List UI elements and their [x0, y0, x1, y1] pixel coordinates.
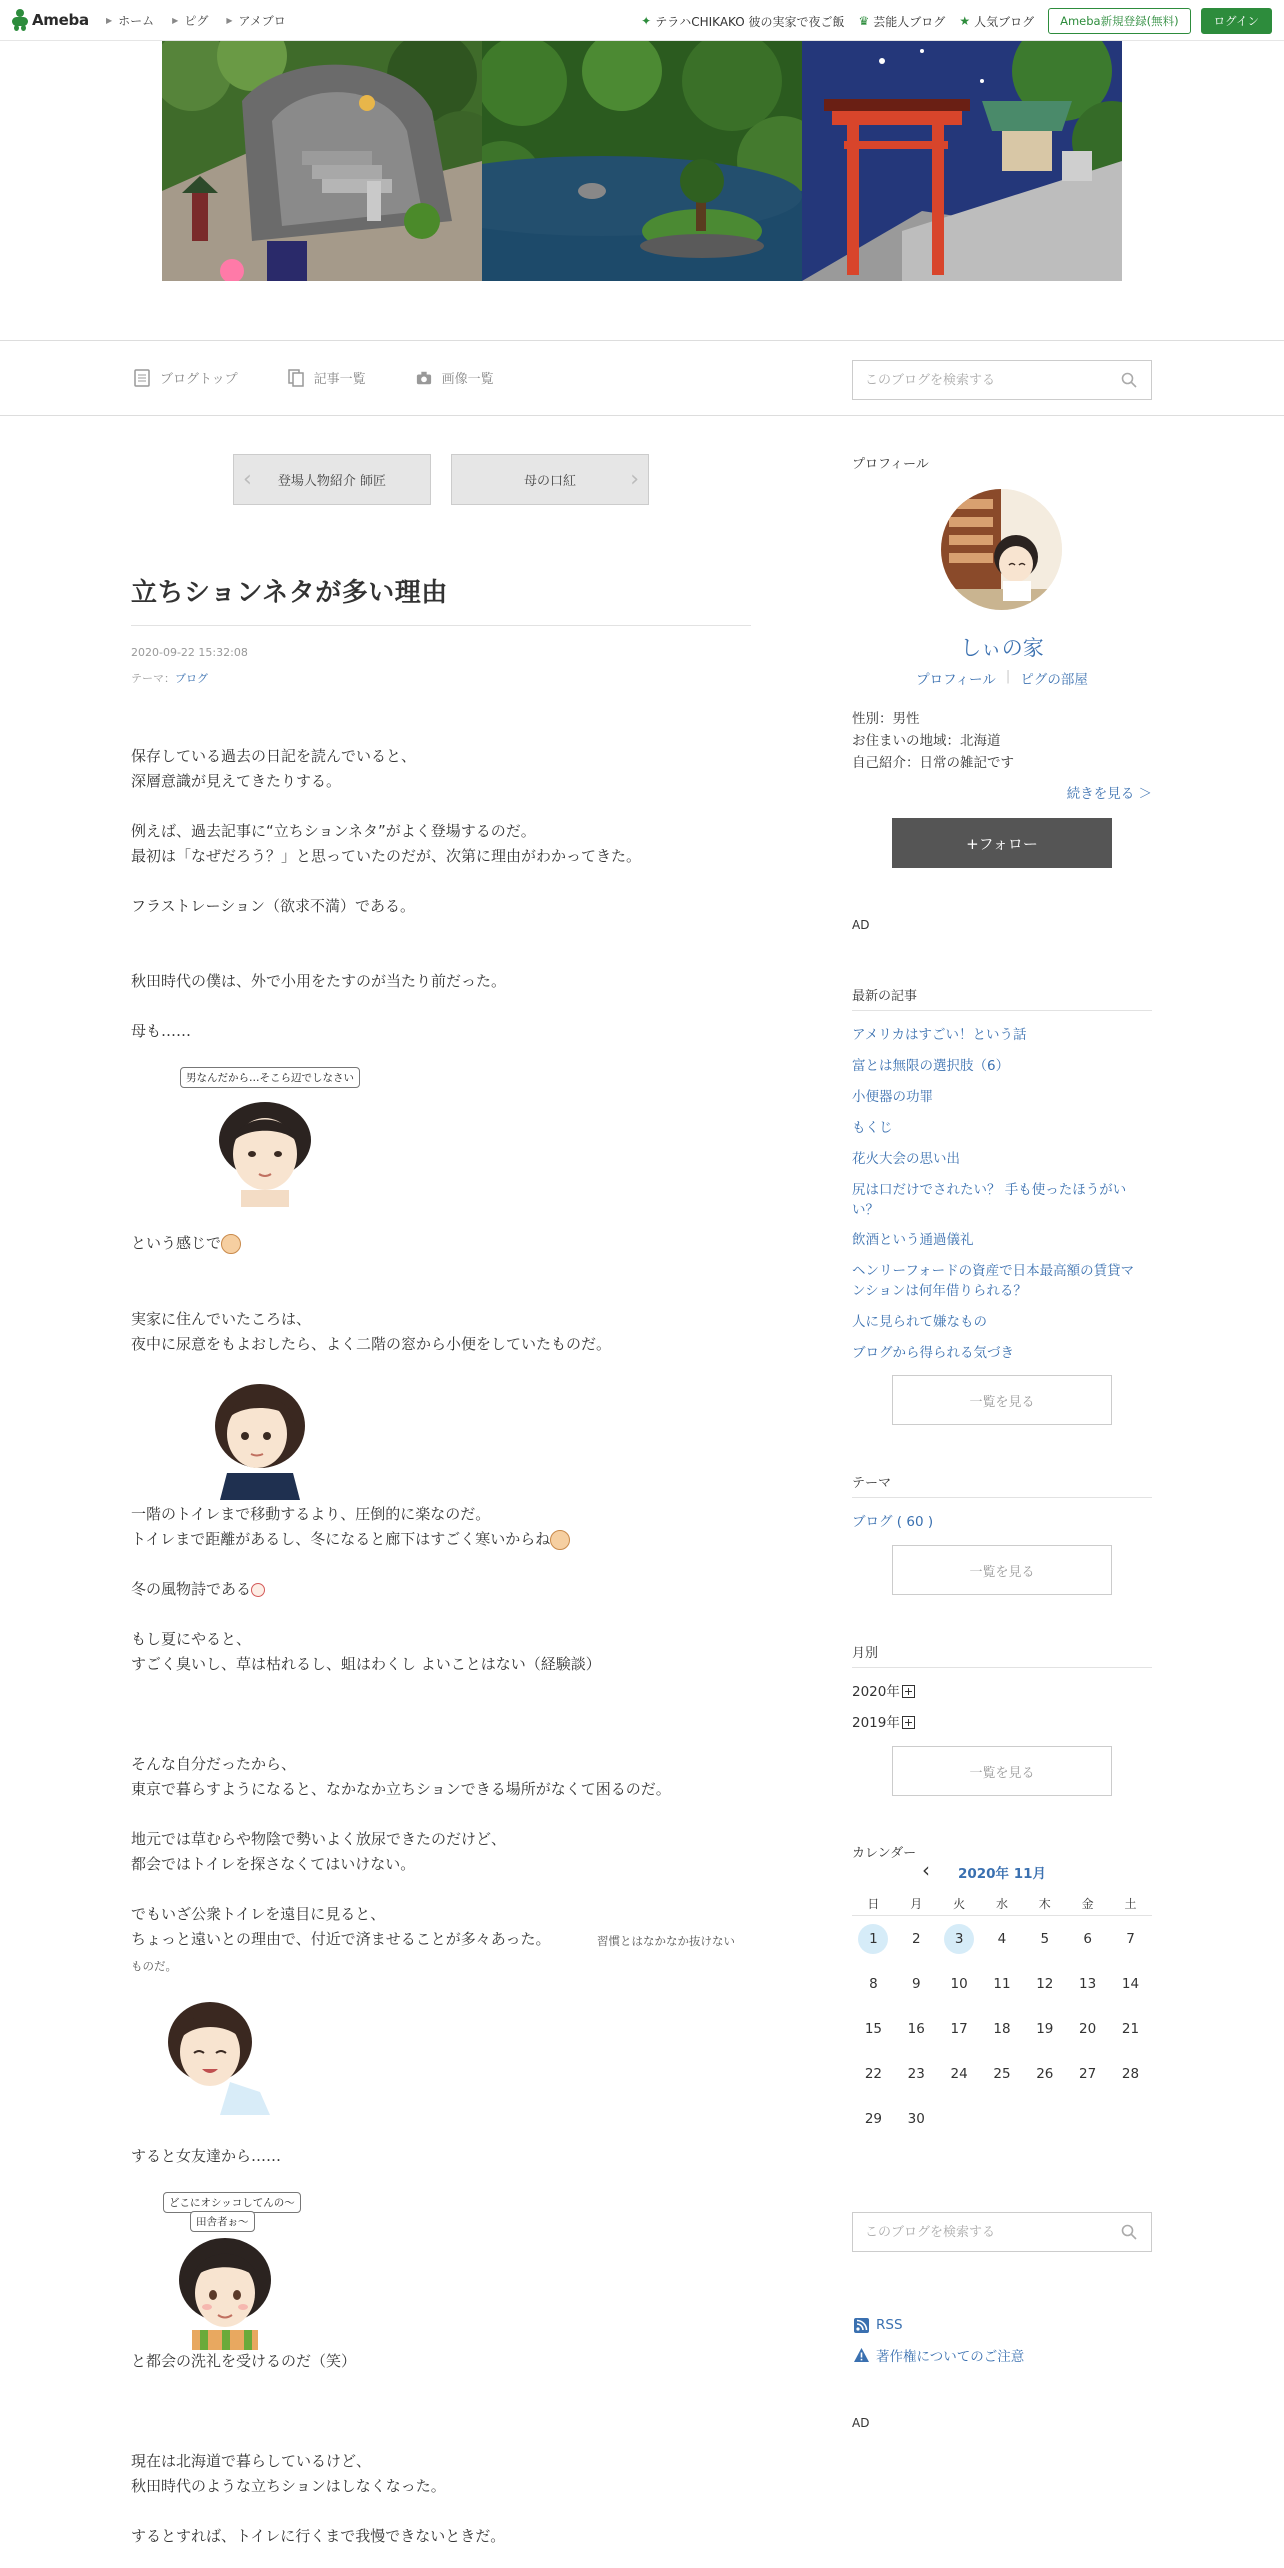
title-divider	[131, 625, 751, 626]
calendar-grid	[852, 1892, 1152, 2141]
next-entry-button[interactable]	[451, 454, 649, 505]
profile-name[interactable]: しぃの家	[960, 636, 1044, 660]
calendar-weekday: 日	[867, 1897, 880, 1911]
recent-entry-link[interactable]: アメリカはすごい！という話	[852, 1027, 1027, 1043]
blog-nav-bar	[0, 340, 1284, 416]
theme-list-button[interactable]: 一覧を見る	[892, 1545, 1112, 1595]
calendar-day	[1023, 2021, 1066, 2037]
article-text: ちょっと遠いとの理由で、付近で済ませることが多々あった。	[131, 1930, 551, 1948]
calendar-day-number: 5	[1040, 1930, 1050, 1947]
nav-ameblo[interactable]	[226, 12, 285, 29]
recent-divider	[852, 1010, 1152, 1011]
calendar-day-number: 28	[1121, 2065, 1140, 2082]
banner-pond-image	[482, 41, 802, 281]
article-text: フラストレーション（欲求不満）である。	[131, 897, 415, 915]
calendar-day	[981, 2066, 1024, 2082]
chevron-right-icon: ›	[630, 467, 639, 492]
profile-info: 自己紹介：日常の雑記です	[852, 755, 1014, 771]
follow-button[interactable]: +フォロー	[892, 818, 1112, 868]
calendar-day-number: 16	[907, 2020, 925, 2037]
year-label: 2019年	[852, 1715, 900, 1731]
recent-entry-link[interactable]: 人に見られて嫌なもの	[852, 1314, 987, 1330]
recent-entry-link[interactable]: 小便器の功罪	[852, 1089, 933, 1105]
calendar-day	[981, 1931, 1024, 1947]
global-nav	[106, 12, 286, 29]
calendar-day-number: 26	[1036, 2065, 1054, 2082]
speech-bubble: どこにオシッコしてんの〜	[163, 2192, 301, 2213]
trending-link-label: テラハCHIKAKO 彼の実家で夜ご飯	[655, 14, 845, 29]
popular-blog-link[interactable]	[959, 13, 1034, 30]
pages-icon	[288, 369, 304, 387]
calendar-day-number: 13	[1079, 1975, 1097, 1992]
calendar-day-number: 7	[1126, 1930, 1135, 1947]
banner-shrine-image	[802, 41, 1122, 281]
pigg-avatar-laughing-image	[160, 1997, 270, 2115]
ameba-logo-icon	[12, 9, 28, 31]
calendar-day	[1066, 1931, 1109, 1947]
calendar-day-number: 6	[1083, 1930, 1092, 1947]
calendar-week-row	[852, 2051, 1152, 2096]
calendar-day	[895, 2111, 938, 2127]
year-2020-item[interactable]	[852, 1680, 915, 1700]
year-label: 2020年	[852, 1684, 900, 1700]
calendar-day-number: 21	[1121, 2020, 1140, 2037]
article-title: 立ちションネタが多い理由	[131, 578, 448, 608]
prev-entry-button[interactable]	[233, 454, 431, 505]
calendar-day-number: 12	[1036, 1975, 1054, 1992]
calendar-day-number: 15	[864, 2020, 883, 2037]
article-text: 母も……	[131, 1022, 192, 1040]
calendar-day-number: 20	[1079, 2020, 1097, 2037]
article-text: 地元では草むらや物陰で勢いよく放尿できたのだけど、	[131, 1830, 507, 1848]
pigg-avatar-boy-image	[205, 1378, 315, 1500]
calendar-day-number: 1	[858, 1924, 888, 1954]
article-text: 秋田時代の僕は、外で小用をたすのが当たり前だった。	[131, 972, 507, 990]
calendar-weekday: 月	[910, 1897, 923, 1911]
calendar-day	[895, 2021, 938, 2037]
calendar-day-number: 14	[1121, 1975, 1140, 1992]
copyright-notice-link[interactable]	[854, 2345, 1024, 2365]
pigg-avatar-mother-image	[205, 1092, 325, 1207]
article-text: 一階のトイレまで移動するより、圧倒的に楽なのだ。	[131, 1505, 491, 1523]
recent-entry-link[interactable]: 富とは無限の選択肢（6）	[852, 1058, 1010, 1074]
sidebar-search-input[interactable]	[853, 2213, 1103, 2251]
link-separator: |	[1005, 668, 1011, 684]
calendar-day-number: 27	[1079, 2065, 1097, 2082]
calendar-weekday-row	[852, 1892, 1152, 1916]
calendar-day	[938, 2066, 981, 2082]
article-text: 東京で暮らすようになると、なかなか立ちションできる場所がなくて困るのだ。	[131, 1780, 671, 1798]
calendar-day	[1109, 2021, 1152, 2037]
nav-ameblo-label: アメブロ	[238, 14, 286, 28]
nav-pigg-label: ピグ	[184, 14, 209, 28]
calendar-day	[895, 1976, 938, 1992]
expand-icon[interactable]	[902, 1716, 915, 1729]
calendar-day	[1066, 1976, 1109, 1992]
pigg-avatar-girl-image	[170, 2235, 280, 2350]
calendar-day	[981, 2021, 1024, 2037]
calendar-weekday: 水	[995, 1897, 1008, 1911]
blog-top-link[interactable]	[134, 368, 238, 387]
calendar-day[interactable]	[938, 1924, 981, 1954]
recent-entry-link[interactable]: い？	[852, 1202, 879, 1218]
entry-list-label: 記事一覧	[313, 372, 366, 387]
profile-info: 性別：男性	[852, 711, 920, 727]
chevron-right-icon: ▶	[226, 16, 233, 25]
nav-home-label: ホーム	[118, 14, 155, 28]
ad-label: AD	[852, 2416, 870, 2430]
calendar-day	[852, 2021, 895, 2037]
calendar-day[interactable]	[852, 1924, 895, 1954]
profile-avatar[interactable]	[941, 489, 1062, 610]
article-text: すごく臭いし、草は枯れるし、蛆はわくし よいことはない（経験談）	[131, 1655, 601, 1673]
article-text: 深層意識が見えてきたりする。	[131, 772, 342, 790]
copyright-label: 著作権についてのご注意	[876, 2349, 1025, 2365]
chevron-left-icon: ‹	[243, 467, 252, 492]
article-date: 2020-09-22 15:32:08	[131, 646, 248, 659]
profile-heading: プロフィール	[852, 457, 929, 472]
article-note: ものだ。	[131, 1959, 177, 1973]
recent-entry-link[interactable]: ブログから得られる気づき	[852, 1345, 1014, 1361]
article-text	[131, 1232, 241, 1254]
speech-bubble: 男なんだから…そこら辺でしなさい	[180, 1067, 360, 1088]
article-text: すると女友達から……	[131, 2147, 282, 2165]
ad-label: AD	[852, 918, 870, 932]
blog-search-box	[852, 360, 1152, 400]
article-text: もし夏にやると、	[131, 1630, 252, 1648]
monthly-heading: 月別	[852, 1646, 879, 1661]
calendar-day-number: 18	[993, 2020, 1011, 2037]
calendar-day-number: 4	[997, 1930, 1007, 1947]
celebrity-blog-label: 芸能人ブログ	[873, 14, 946, 29]
theme-divider	[852, 1497, 1152, 1498]
article-text: 夜中に尿意をもよおしたら、よく二階の窓から小便をしていたものだ。	[131, 1335, 612, 1353]
calendar-day	[1023, 2066, 1066, 2082]
monthly-divider	[852, 1667, 1152, 1668]
calendar-day	[1023, 1931, 1066, 1947]
image-list-link[interactable]	[416, 368, 494, 387]
profile-link[interactable]: プロフィール	[916, 672, 996, 688]
calendar-day-number: 10	[950, 1975, 968, 1992]
calendar-day	[895, 2066, 938, 2082]
article-text: 現在は北海道で暮らしているけど、	[131, 2452, 372, 2470]
global-header-right	[641, 8, 1272, 34]
article-note: 習慣とはなかなか抜けない	[597, 1934, 735, 1948]
recent-entry-link[interactable]: 尻は口だけでされたい？ 手も使ったほうがい	[852, 1182, 1127, 1198]
theme-link[interactable]: ブログ	[175, 672, 208, 685]
entry-list-link[interactable]	[288, 368, 366, 387]
chevron-right-icon: ▶	[106, 16, 113, 25]
article-text: 保存している過去の日記を読んでいると、	[131, 747, 417, 765]
popular-blog-label: 人気ブログ	[974, 14, 1035, 29]
sidebar-search-box	[852, 2212, 1152, 2252]
image-list-label: 画像一覧	[441, 372, 494, 387]
calendar-day-number: 2	[911, 1930, 921, 1947]
article-text	[131, 1578, 265, 1599]
nav-home[interactable]	[106, 12, 154, 29]
article-text: 秋田時代のような立ちションはしなくなった。	[131, 2477, 446, 2495]
banner-rock-garden-image	[162, 41, 482, 281]
calendar-day-number: 24	[950, 2065, 968, 2082]
trending-link[interactable]	[641, 13, 844, 30]
calendar-day-number: 29	[864, 2110, 883, 2127]
calendar-day	[1109, 1976, 1152, 1992]
camera-icon	[416, 369, 432, 387]
calendar-heading: カレンダー	[852, 1846, 917, 1861]
calendar-weekday: 金	[1081, 1897, 1094, 1911]
expand-icon[interactable]	[902, 1685, 915, 1698]
article-text: 例えば、過去記事に“立ちションネタ”がよく登場するのだ。	[131, 822, 536, 840]
article-text: 都会ではトイレを探さなくてはいけない。	[131, 1855, 416, 1873]
rss-icon	[854, 2318, 869, 2333]
article-text-span: という感じで	[131, 1234, 222, 1252]
crown-icon: ♛	[858, 14, 870, 28]
calendar-day	[981, 1976, 1024, 1992]
calendar-weekday: 木	[1038, 1897, 1051, 1911]
article-text: でもいざ公衆トイレを遠目に見ると、	[131, 1905, 386, 1923]
recent-entry-link[interactable]: もくじ	[852, 1120, 893, 1136]
sparkle-icon: ✦	[641, 14, 652, 28]
global-header	[0, 0, 1284, 41]
profile-more-link[interactable]: 続きを見る ＞	[1066, 786, 1152, 802]
snowman-icon	[251, 1583, 265, 1597]
nav-pigg[interactable]	[172, 12, 208, 29]
recent-entry-link[interactable]: ヘンリーフォードの資産で日本最高額の賃貸マ	[852, 1263, 1135, 1279]
login-button[interactable]: ログイン	[1201, 8, 1272, 34]
calendar-week-row	[852, 2006, 1152, 2051]
calendar-day	[1109, 1931, 1152, 1947]
ameba-logo-text: Ameba	[32, 11, 89, 29]
calendar-day-number: 23	[907, 2065, 925, 2082]
blog-top-label: ブログトップ	[160, 372, 238, 387]
profile-links	[852, 668, 1152, 688]
search-icon[interactable]	[1121, 2224, 1137, 2240]
smiling-face-icon	[550, 1530, 570, 1550]
blog-nav-items	[134, 368, 494, 387]
document-icon	[134, 369, 150, 387]
monthly-list-button[interactable]: 一覧を見る	[892, 1746, 1112, 1796]
register-button[interactable]: Ameba新規登録(無料)	[1048, 8, 1190, 34]
prev-entry-label: 登場人物紹介 師匠	[277, 474, 387, 489]
year-2019-item[interactable]	[852, 1711, 915, 1731]
calendar-week-row	[852, 1961, 1152, 2006]
celebrity-blog-link[interactable]	[859, 13, 946, 30]
pigg-room-link[interactable]: ピグの部屋	[1020, 672, 1088, 688]
recent-entry-link[interactable]: ンションは何年借りられる？	[852, 1283, 1027, 1299]
theme-item-link[interactable]: ブログ ( 60 )	[852, 1514, 934, 1530]
calendar-weekday: 土	[1124, 1897, 1137, 1911]
theme-heading: テーマ	[852, 1476, 892, 1491]
calendar-weekday: 火	[953, 1897, 966, 1911]
article-text-span: トイレまで距離があるし、冬になると廊下はすごく寒いからね	[131, 1530, 551, 1548]
chevron-left-icon[interactable]: ‹	[922, 1858, 930, 1882]
star-icon: ★	[959, 14, 971, 28]
calendar-day-number: 30	[907, 2110, 925, 2127]
article-text: 最初は「なぜだろう？」と思っていたのだが、次第に理由がわかってきた。	[131, 847, 642, 865]
recent-list-button[interactable]: 一覧を見る	[892, 1375, 1112, 1425]
calendar-day-number: 17	[950, 2020, 968, 2037]
calendar-month: 2020年 11月	[957, 1866, 1047, 1882]
article-text: するとすれば、トイレに行くまで我慢できないときだ。	[131, 2527, 506, 2545]
calendar-day	[852, 1976, 895, 1992]
recent-entry-link[interactable]: 飲酒という通過儀礼	[852, 1232, 974, 1248]
calendar-day	[895, 1931, 938, 1947]
calendar-day-number: 8	[869, 1975, 878, 1992]
chevron-right-icon: ▶	[172, 16, 179, 25]
calendar-day	[1066, 2021, 1109, 2037]
speech-bubble: 田舎者ぉ〜	[190, 2211, 255, 2232]
smiling-face-icon	[221, 1234, 241, 1254]
article-text: と都会の洗礼を受けるのだ（笑）	[131, 2352, 357, 2370]
article-text: 実家に住んでいたころは、	[131, 1310, 312, 1328]
calendar-day	[1066, 2066, 1109, 2082]
calendar-day	[852, 2111, 895, 2127]
rss-label: RSS	[876, 2317, 903, 2333]
calendar-day	[1109, 2066, 1152, 2082]
warning-icon	[854, 2348, 869, 2362]
calendar-day-number: 9	[911, 1975, 921, 1992]
calendar-day-number: 25	[993, 2065, 1011, 2082]
calendar-day-number: 19	[1036, 2020, 1054, 2037]
calendar-week-row	[852, 2096, 1152, 2141]
ameba-logo[interactable]	[12, 9, 89, 31]
article-text	[131, 1528, 570, 1550]
search-icon[interactable]	[1121, 372, 1137, 388]
recent-entry-link[interactable]: 花火大会の思い出	[852, 1151, 960, 1167]
recent-heading: 最新の記事	[852, 989, 918, 1004]
calendar-day	[938, 1976, 981, 1992]
rss-link[interactable]	[854, 2317, 903, 2333]
theme-prefix: テーマ：	[131, 672, 175, 685]
calendar-day	[852, 2066, 895, 2082]
article-text: そんな自分だったから、	[131, 1755, 297, 1773]
calendar-day-number: 22	[864, 2065, 883, 2082]
article-theme	[131, 670, 208, 686]
article-text-span: 冬の風物詩である	[131, 1580, 252, 1598]
blog-search-input[interactable]	[853, 361, 1103, 399]
calendar-week-row	[852, 1916, 1152, 1961]
profile-info: お住まいの地域：北海道	[852, 733, 1001, 749]
next-entry-label: 母の口紅	[523, 474, 576, 489]
calendar-day	[1023, 1976, 1066, 1992]
calendar-day-number: 3	[944, 1924, 974, 1954]
calendar-day-number: 11	[993, 1975, 1011, 1992]
calendar-day	[938, 2021, 981, 2037]
blog-header-banner[interactable]	[162, 41, 1122, 281]
